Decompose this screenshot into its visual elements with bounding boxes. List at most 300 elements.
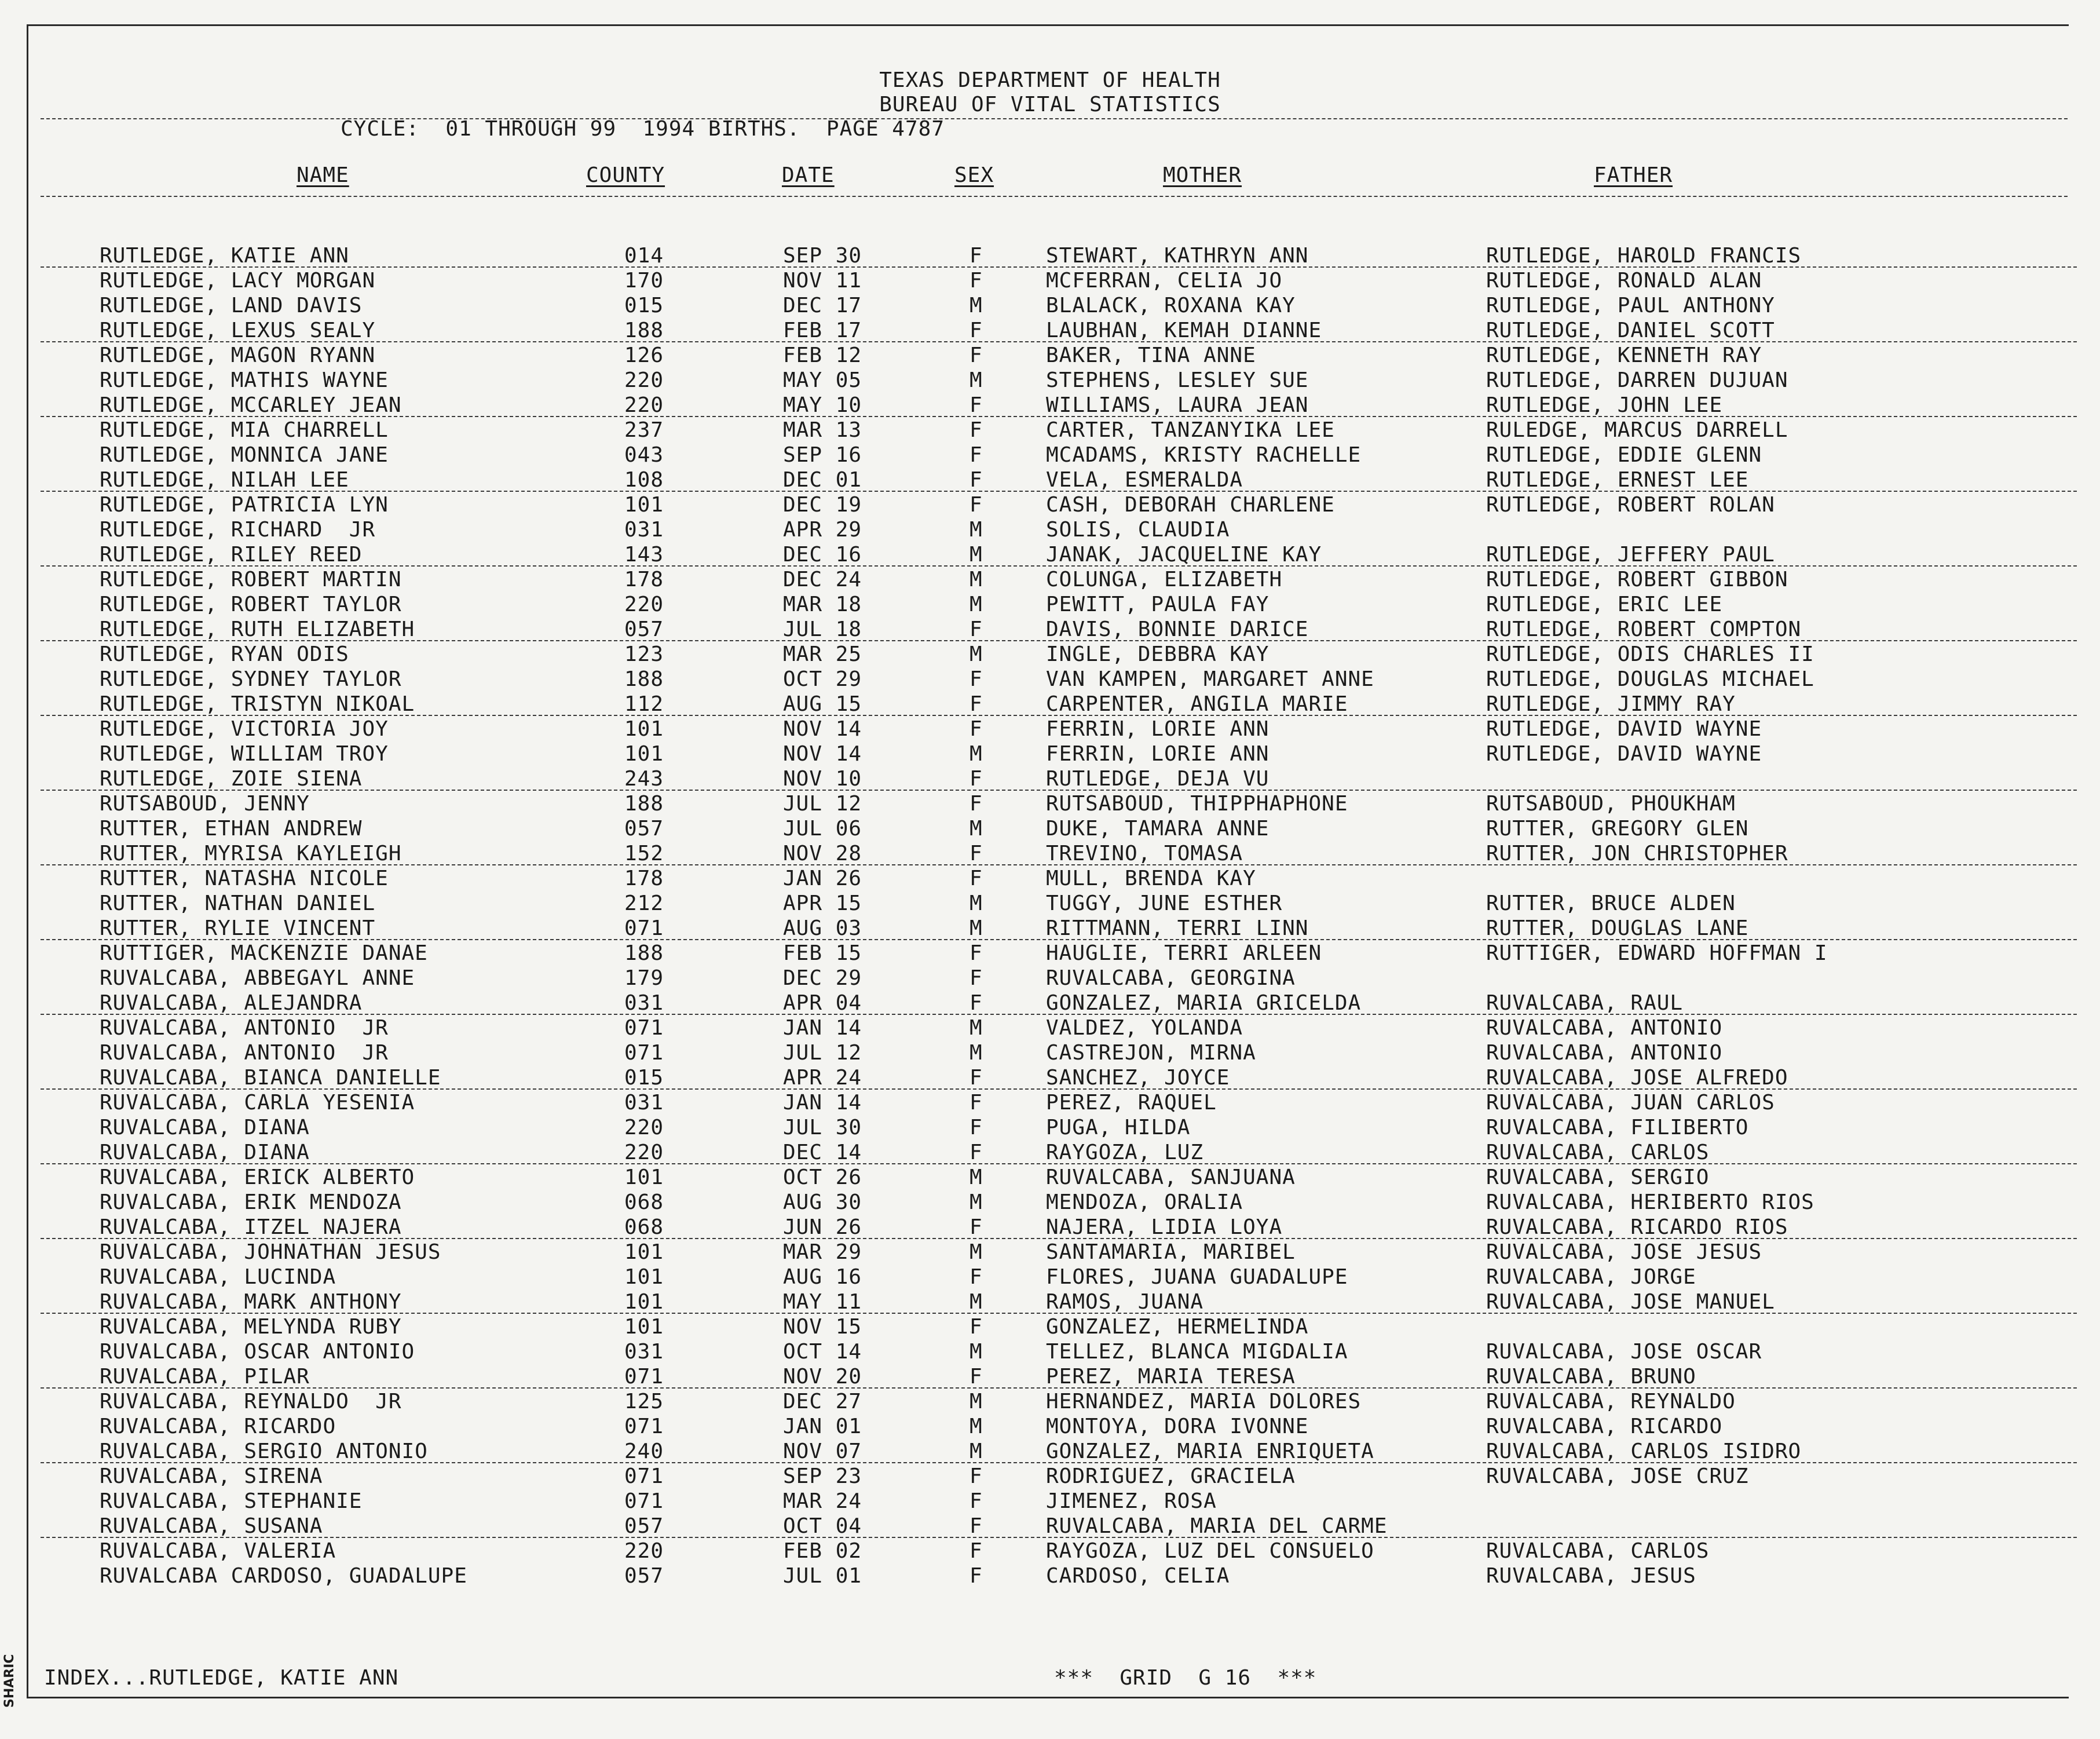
- cell-county: 212: [624, 892, 664, 915]
- cell-name: RUTLEDGE, RICHARD JR: [100, 518, 376, 542]
- cell-mother: JIMENEZ, ROSA: [1046, 1489, 1217, 1513]
- cell-sex: M: [969, 916, 983, 940]
- cell-county: 188: [624, 941, 664, 965]
- cell-name: RUVALCABA, JOHNATHAN JESUS: [100, 1240, 441, 1264]
- cell-name: RUVALCABA, SIRENA: [100, 1464, 323, 1488]
- cell-mother: RUTSABOUD, THIPPHAPHONE: [1046, 792, 1348, 816]
- cell-sex: F: [969, 1464, 983, 1488]
- cell-county: 031: [624, 991, 664, 1015]
- cell-father: RUTLEDGE, ROBERT COMPTON: [1486, 618, 1802, 641]
- cell-name: RUTLEDGE, NILAH LEE: [100, 468, 349, 492]
- cell-name: RUTTER, RYLIE VINCENT: [100, 916, 376, 940]
- cell-mother: FERRIN, LORIE ANN: [1046, 742, 1269, 766]
- cell-father: RUTTER, DOUGLAS LANE: [1486, 916, 1749, 940]
- table-row: [0, 1040, 2100, 1065]
- cell-date: OCT 14: [783, 1340, 862, 1364]
- cell-county: 125: [624, 1390, 664, 1413]
- cell-mother: COLUNGA, ELIZABETH: [1046, 568, 1283, 591]
- column-header-mother: MOTHER: [1163, 163, 1242, 187]
- cell-date: JUL 12: [783, 1041, 862, 1065]
- cell-sex: M: [969, 1415, 983, 1438]
- cell-mother: BLALACK, ROXANA KAY: [1046, 294, 1296, 317]
- table-row: [0, 692, 2100, 717]
- cell-mother: MULL, BRENDA KAY: [1046, 867, 1256, 890]
- cell-date: JAN 14: [783, 1016, 862, 1040]
- cell-father: RUTLEDGE, ERNEST LEE: [1486, 468, 1749, 492]
- cell-date: FEB 12: [783, 344, 862, 367]
- cell-date: MAY 10: [783, 393, 862, 417]
- cell-mother: JANAK, JACQUELINE KAY: [1046, 543, 1322, 567]
- cell-date: SEP 16: [783, 443, 862, 467]
- cell-name: RUVALCABA, LUCINDA: [100, 1265, 336, 1289]
- cell-county: 071: [624, 1489, 664, 1513]
- cell-date: SEP 30: [783, 244, 862, 268]
- cell-father: RUVALCABA, JUAN CARLOS: [1486, 1091, 1775, 1115]
- cell-name: RUTLEDGE, RYAN ODIS: [100, 642, 349, 666]
- cell-county: 031: [624, 1091, 664, 1115]
- cell-date: APR 15: [783, 892, 862, 915]
- table-row: [0, 841, 2100, 866]
- cell-sex: M: [969, 1240, 983, 1264]
- table-row: [0, 1289, 2100, 1314]
- cell-father: RUTLEDGE, RONALD ALAN: [1486, 269, 1762, 293]
- cell-sex: F: [969, 991, 983, 1015]
- cell-father: RULEDGE, MARCUS DARRELL: [1486, 418, 1788, 442]
- cell-mother: RAYGOZA, LUZ: [1046, 1141, 1204, 1164]
- cell-date: NOV 20: [783, 1365, 862, 1389]
- cell-date: MAR 18: [783, 593, 862, 616]
- cell-sex: F: [969, 1265, 983, 1289]
- cell-mother: TELLEZ, BLANCA MIGDALIA: [1046, 1340, 1348, 1364]
- cell-name: RUVALCABA, DIANA: [100, 1116, 310, 1139]
- cell-date: OCT 04: [783, 1514, 862, 1538]
- cell-mother: FLORES, JUANA GUADALUPE: [1046, 1265, 1348, 1289]
- cell-mother: TUGGY, JUNE ESTHER: [1046, 892, 1283, 915]
- cell-date: FEB 17: [783, 319, 862, 342]
- cell-mother: FERRIN, LORIE ANN: [1046, 717, 1269, 741]
- cell-name: RUVALCABA, BIANCA DANIELLE: [100, 1066, 441, 1090]
- cell-county: 015: [624, 1066, 664, 1090]
- cell-mother: VALDEZ, YOLANDA: [1046, 1016, 1243, 1040]
- table-row: [0, 1389, 2100, 1414]
- cell-sex: M: [969, 1390, 983, 1413]
- cell-county: 112: [624, 692, 664, 716]
- cell-father: RUTLEDGE, PAUL ANTHONY: [1486, 294, 1775, 317]
- cell-name: RUVALCABA, SERGIO ANTONIO: [100, 1440, 428, 1463]
- cell-county: 101: [624, 1315, 664, 1339]
- cell-father: RUVALCABA, CARLOS ISIDRO: [1486, 1440, 1802, 1463]
- table-row: [0, 1090, 2100, 1115]
- cell-sex: F: [969, 1365, 983, 1389]
- cell-name: RUVALCABA, ITZEL NAJERA: [100, 1215, 402, 1239]
- cell-father: RUVALCABA, RAUL: [1486, 991, 1684, 1015]
- cell-date: DEC 17: [783, 294, 862, 317]
- cell-county: 126: [624, 344, 664, 367]
- cell-date: JUL 18: [783, 618, 862, 641]
- cell-county: 068: [624, 1215, 664, 1239]
- cell-sex: F: [969, 941, 983, 965]
- cell-mother: RODRIGUEZ, GRACIELA: [1046, 1464, 1296, 1488]
- cell-county: 071: [624, 1041, 664, 1065]
- grid-footer: *** GRID G 16 ***: [1054, 1666, 1317, 1690]
- cell-date: OCT 29: [783, 667, 862, 691]
- cell-date: JAN 01: [783, 1415, 862, 1438]
- table-row: [0, 443, 2100, 467]
- cell-name: RUVALCABA, OSCAR ANTONIO: [100, 1340, 415, 1364]
- table-row: [0, 1489, 2100, 1514]
- cell-name: RUVALCABA, ANTONIO JR: [100, 1041, 389, 1065]
- cell-name: RUTTER, NATASHA NICOLE: [100, 867, 389, 890]
- cell-county: 243: [624, 767, 664, 791]
- cell-sex: F: [969, 966, 983, 990]
- cell-date: MAY 11: [783, 1290, 862, 1314]
- cell-name: RUTLEDGE, LAND DAVIS: [100, 294, 363, 317]
- cell-county: 179: [624, 966, 664, 990]
- table-row: [0, 368, 2100, 393]
- cell-sex: M: [969, 817, 983, 841]
- cell-sex: F: [969, 1141, 983, 1164]
- cell-county: 071: [624, 916, 664, 940]
- cell-father: RUVALCABA, BRUNO: [1486, 1365, 1696, 1389]
- cell-county: 143: [624, 543, 664, 567]
- cell-sex: F: [969, 418, 983, 442]
- cell-name: RUVALCABA, REYNALDO JR: [100, 1390, 402, 1413]
- table-row: [0, 243, 2100, 268]
- agency-title: TEXAS DEPARTMENT OF HEALTH: [879, 68, 1221, 92]
- cell-date: MAR 25: [783, 642, 862, 666]
- cell-father: RUTTER, GREGORY GLEN: [1486, 817, 1749, 841]
- cell-sex: M: [969, 518, 983, 542]
- table-row: [0, 617, 2100, 642]
- cell-name: RUTTIGER, MACKENZIE DANAE: [100, 941, 428, 965]
- cell-father: RUTLEDGE, ROBERT ROLAN: [1486, 493, 1775, 517]
- cell-name: RUVALCABA, DIANA: [100, 1141, 310, 1164]
- cell-father: RUVALCABA, ANTONIO: [1486, 1016, 1723, 1040]
- table-row: [0, 991, 2100, 1015]
- cell-county: 123: [624, 642, 664, 666]
- table-row: [0, 791, 2100, 816]
- table-row: [0, 492, 2100, 517]
- column-header-rule: [41, 196, 2068, 197]
- cell-date: NOV 28: [783, 842, 862, 865]
- table-row: [0, 866, 2100, 891]
- cell-mother: VAN KAMPEN, MARGARET ANNE: [1046, 667, 1374, 691]
- cell-county: 101: [624, 1166, 664, 1189]
- cell-mother: MCADAMS, KRISTY RACHELLE: [1046, 443, 1362, 467]
- cell-name: RUVALCABA, RICARDO: [100, 1415, 336, 1438]
- cell-sex: F: [969, 468, 983, 492]
- cell-sex: F: [969, 1564, 983, 1588]
- cell-name: RUTLEDGE, RUTH ELIZABETH: [100, 618, 415, 641]
- cell-county: 057: [624, 1514, 664, 1538]
- table-row: [0, 318, 2100, 343]
- cell-sex: F: [969, 692, 983, 716]
- cell-county: 101: [624, 1290, 664, 1314]
- cell-sex: F: [969, 717, 983, 741]
- cell-sex: M: [969, 1041, 983, 1065]
- cell-date: NOV 14: [783, 717, 862, 741]
- cell-father: RUTLEDGE, EDDIE GLENN: [1486, 443, 1762, 467]
- cell-sex: M: [969, 543, 983, 567]
- cell-mother: RAYGOZA, LUZ DEL CONSUELO: [1046, 1539, 1374, 1563]
- table-row: [0, 1265, 2100, 1289]
- cell-mother: GONZALEZ, HERMELINDA: [1046, 1315, 1309, 1339]
- cell-county: 220: [624, 1116, 664, 1139]
- table-row: [0, 816, 2100, 841]
- cell-mother: WILLIAMS, LAURA JEAN: [1046, 393, 1309, 417]
- cell-sex: M: [969, 1290, 983, 1314]
- cell-county: 101: [624, 717, 664, 741]
- cell-date: FEB 15: [783, 941, 862, 965]
- cell-sex: F: [969, 269, 983, 293]
- cell-sex: M: [969, 368, 983, 392]
- table-row: [0, 966, 2100, 991]
- table-row: [0, 941, 2100, 966]
- cell-date: AUG 30: [783, 1190, 862, 1214]
- cell-mother: SOLIS, CLAUDIA: [1046, 518, 1230, 542]
- cell-name: RUTLEDGE, MIA CHARRELL: [100, 418, 389, 442]
- cell-name: RUVALCABA, ERICK ALBERTO: [100, 1166, 415, 1189]
- table-row: [0, 1514, 2100, 1539]
- cell-date: NOV 15: [783, 1315, 862, 1339]
- cell-father: RUVALCABA, HERIBERTO RIOS: [1486, 1190, 1814, 1214]
- cell-father: RUTLEDGE, ODIS CHARLES II: [1486, 642, 1814, 666]
- cell-sex: F: [969, 1539, 983, 1563]
- cell-father: RUVALCABA, JOSE MANUEL: [1486, 1290, 1775, 1314]
- cell-sex: F: [969, 842, 983, 865]
- table-row: [0, 1314, 2100, 1339]
- cell-county: 071: [624, 1415, 664, 1438]
- cell-date: AUG 16: [783, 1265, 862, 1289]
- cell-name: RUVALCABA, SUSANA: [100, 1514, 323, 1538]
- cell-father: RUVALCABA, CARLOS: [1486, 1141, 1710, 1164]
- cell-mother: RUTLEDGE, DEJA VU: [1046, 767, 1269, 791]
- cell-name: RUTTER, MYRISA KAYLEIGH: [100, 842, 402, 865]
- cell-sex: M: [969, 1016, 983, 1040]
- cell-mother: CASH, DEBORAH CHARLENE: [1046, 493, 1335, 517]
- cell-sex: F: [969, 1514, 983, 1538]
- cell-mother: SANCHEZ, JOYCE: [1046, 1066, 1230, 1090]
- cell-mother: GONZALEZ, MARIA GRICELDA: [1046, 991, 1362, 1015]
- cell-county: 220: [624, 393, 664, 417]
- cell-date: DEC 29: [783, 966, 862, 990]
- cell-date: JAN 14: [783, 1091, 862, 1115]
- cell-name: RUTLEDGE, LACY MORGAN: [100, 269, 376, 293]
- table-row: [0, 1065, 2100, 1090]
- cell-name: RUTTER, NATHAN DANIEL: [100, 892, 376, 915]
- cell-county: 170: [624, 269, 664, 293]
- cell-county: 071: [624, 1365, 664, 1389]
- cell-sex: M: [969, 593, 983, 616]
- cell-mother: HERNANDEZ, MARIA DOLORES: [1046, 1390, 1362, 1413]
- cell-sex: M: [969, 742, 983, 766]
- cell-county: 101: [624, 493, 664, 517]
- cell-name: RUTLEDGE, PATRICIA LYN: [100, 493, 389, 517]
- cell-father: RUVALCABA, JORGE: [1486, 1265, 1696, 1289]
- table-row: [0, 1339, 2100, 1364]
- table-row: [0, 717, 2100, 741]
- cell-sex: F: [969, 393, 983, 417]
- cell-date: AUG 15: [783, 692, 862, 716]
- cell-date: APR 24: [783, 1066, 862, 1090]
- table-row: [0, 467, 2100, 492]
- cell-date: DEC 01: [783, 468, 862, 492]
- table-row: [0, 418, 2100, 443]
- table-row: [0, 1115, 2100, 1140]
- column-header-sex: SEX: [954, 163, 994, 187]
- cell-father: RUTTIGER, EDWARD HOFFMAN I: [1486, 941, 1828, 965]
- cell-date: NOV 10: [783, 767, 862, 791]
- cell-name: RUTLEDGE, MATHIS WAYNE: [100, 368, 389, 392]
- table-row: [0, 1439, 2100, 1464]
- cell-mother: SANTAMARIA, MARIBEL: [1046, 1240, 1296, 1264]
- cell-name: RUVALCABA, STEPHANIE: [100, 1489, 363, 1513]
- table-row: [0, 542, 2100, 567]
- cell-name: RUTLEDGE, SYDNEY TAYLOR: [100, 667, 402, 691]
- cell-father: RUTLEDGE, DAVID WAYNE: [1486, 742, 1762, 766]
- cell-date: JAN 26: [783, 867, 862, 890]
- table-row: [0, 1563, 2100, 1588]
- table-row: [0, 1140, 2100, 1165]
- cell-name: RUTLEDGE, KATIE ANN: [100, 244, 349, 268]
- cell-father: RUVALCABA, ANTONIO: [1486, 1041, 1723, 1065]
- cell-sex: F: [969, 1489, 983, 1513]
- cell-sex: M: [969, 642, 983, 666]
- table-row: [0, 592, 2100, 617]
- cell-county: 188: [624, 667, 664, 691]
- cell-mother: MCFERRAN, CELIA JO: [1046, 269, 1283, 293]
- bureau-title: BUREAU OF VITAL STATISTICS: [879, 93, 1221, 116]
- column-header-county: COUNTY: [586, 163, 665, 187]
- cell-sex: F: [969, 493, 983, 517]
- table-row: [0, 766, 2100, 791]
- index-footer: INDEX...RUTLEDGE, KATIE ANN: [44, 1666, 399, 1690]
- cell-date: DEC 19: [783, 493, 862, 517]
- cell-date: APR 29: [783, 518, 862, 542]
- cell-father: RUTLEDGE, JIMMY RAY: [1486, 692, 1736, 716]
- cell-date: DEC 24: [783, 568, 862, 591]
- cell-county: 101: [624, 742, 664, 766]
- cell-date: DEC 27: [783, 1390, 862, 1413]
- cell-county: 068: [624, 1190, 664, 1214]
- cell-sex: F: [969, 443, 983, 467]
- cell-father: RUTSABOUD, PHOUKHAM: [1486, 792, 1736, 816]
- table-row: [0, 1015, 2100, 1040]
- cell-name: RUVALCABA, ABBEGAYL ANNE: [100, 966, 415, 990]
- cell-name: RUTLEDGE, WILLIAM TROY: [100, 742, 389, 766]
- cell-name: RUTLEDGE, TRISTYN NIKOAL: [100, 692, 415, 716]
- cell-sex: M: [969, 1166, 983, 1189]
- cell-county: 188: [624, 319, 664, 342]
- cell-mother: MENDOZA, ORALIA: [1046, 1190, 1243, 1214]
- cell-father: RUVALCABA, JOSE ALFREDO: [1486, 1066, 1788, 1090]
- cell-county: 071: [624, 1016, 664, 1040]
- cell-mother: PEREZ, RAQUEL: [1046, 1091, 1217, 1115]
- cell-sex: F: [969, 244, 983, 268]
- cell-sex: F: [969, 792, 983, 816]
- cell-sex: F: [969, 1116, 983, 1139]
- table-row: [0, 343, 2100, 368]
- cell-mother: BAKER, TINA ANNE: [1046, 344, 1256, 367]
- cell-father: RUTLEDGE, JEFFERY PAUL: [1486, 543, 1775, 567]
- cell-date: NOV 07: [783, 1440, 862, 1463]
- cell-name: RUVALCABA, CARLA YESENIA: [100, 1091, 415, 1115]
- cell-father: RUVALCABA, JOSE JESUS: [1486, 1240, 1762, 1264]
- cell-county: 014: [624, 244, 664, 268]
- cell-name: RUTLEDGE, MAGON RYANN: [100, 344, 376, 367]
- cell-father: RUVALCABA, JESUS: [1486, 1564, 1696, 1588]
- cell-date: MAR 24: [783, 1489, 862, 1513]
- cell-mother: DUKE, TAMARA ANNE: [1046, 817, 1269, 841]
- cell-date: MAR 13: [783, 418, 862, 442]
- cell-father: RUTLEDGE, KENNETH RAY: [1486, 344, 1762, 367]
- cell-mother: CARTER, TANZANYIKA LEE: [1046, 418, 1335, 442]
- cell-date: NOV 14: [783, 742, 862, 766]
- cell-sex: F: [969, 1066, 983, 1090]
- cell-sex: M: [969, 892, 983, 915]
- cell-county: 152: [624, 842, 664, 865]
- cell-mother: INGLE, DEBBRA KAY: [1046, 642, 1269, 666]
- cell-date: AUG 03: [783, 916, 862, 940]
- cell-sex: F: [969, 667, 983, 691]
- cell-county: 220: [624, 1539, 664, 1563]
- cell-sex: F: [969, 867, 983, 890]
- cell-name: RUTLEDGE, ZOIE SIENA: [100, 767, 363, 791]
- cell-mother: RUVALCABA, SANJUANA: [1046, 1166, 1296, 1189]
- table-row: [0, 567, 2100, 592]
- cell-county: 057: [624, 618, 664, 641]
- cell-name: RUTLEDGE, ROBERT MARTIN: [100, 568, 402, 591]
- cell-name: RUTLEDGE, MCCARLEY JEAN: [100, 393, 402, 417]
- cell-father: RUTLEDGE, DANIEL SCOTT: [1486, 319, 1775, 342]
- cell-date: SEP 23: [783, 1464, 862, 1488]
- cell-date: FEB 02: [783, 1539, 862, 1563]
- cell-father: RUTLEDGE, JOHN LEE: [1486, 393, 1723, 417]
- cell-sex: F: [969, 1315, 983, 1339]
- cell-mother: CARPENTER, ANGILA MARIE: [1046, 692, 1348, 716]
- cell-date: JUL 01: [783, 1564, 862, 1588]
- cell-county: 031: [624, 1340, 664, 1364]
- cell-father: RUVALCABA, JOSE CRUZ: [1486, 1464, 1749, 1488]
- cell-date: JUL 06: [783, 817, 862, 841]
- table-row: [0, 1190, 2100, 1215]
- cell-date: MAR 29: [783, 1240, 862, 1264]
- cell-mother: RUVALCABA, MARIA DEL CARME: [1046, 1514, 1388, 1538]
- column-header-name: NAME: [297, 163, 349, 187]
- cell-sex: F: [969, 1091, 983, 1115]
- column-header-date: DATE: [782, 163, 835, 187]
- cell-county: 188: [624, 792, 664, 816]
- cell-mother: STEPHENS, LESLEY SUE: [1046, 368, 1309, 392]
- cell-county: 015: [624, 294, 664, 317]
- cell-father: RUTLEDGE, ERIC LEE: [1486, 593, 1723, 616]
- cell-mother: RUVALCABA, GEORGINA: [1046, 966, 1296, 990]
- table-row: [0, 1240, 2100, 1265]
- table-row: [0, 293, 2100, 318]
- table-row: [0, 1539, 2100, 1563]
- cell-county: 220: [624, 593, 664, 616]
- cell-father: RUTTER, JON CHRISTOPHER: [1486, 842, 1788, 865]
- table-row: [0, 1364, 2100, 1389]
- cell-mother: HAUGLIE, TERRI ARLEEN: [1046, 941, 1322, 965]
- cell-father: RUVALCABA, RICARDO RIOS: [1486, 1215, 1788, 1239]
- cell-date: MAY 05: [783, 368, 862, 392]
- cell-name: RUVALCABA, ERIK MENDOZA: [100, 1190, 402, 1214]
- cell-name: RUVALCABA, MARK ANTHONY: [100, 1290, 402, 1314]
- cell-county: 240: [624, 1440, 664, 1463]
- cell-county: 071: [624, 1464, 664, 1488]
- cell-name: RUTLEDGE, ROBERT TAYLOR: [100, 593, 402, 616]
